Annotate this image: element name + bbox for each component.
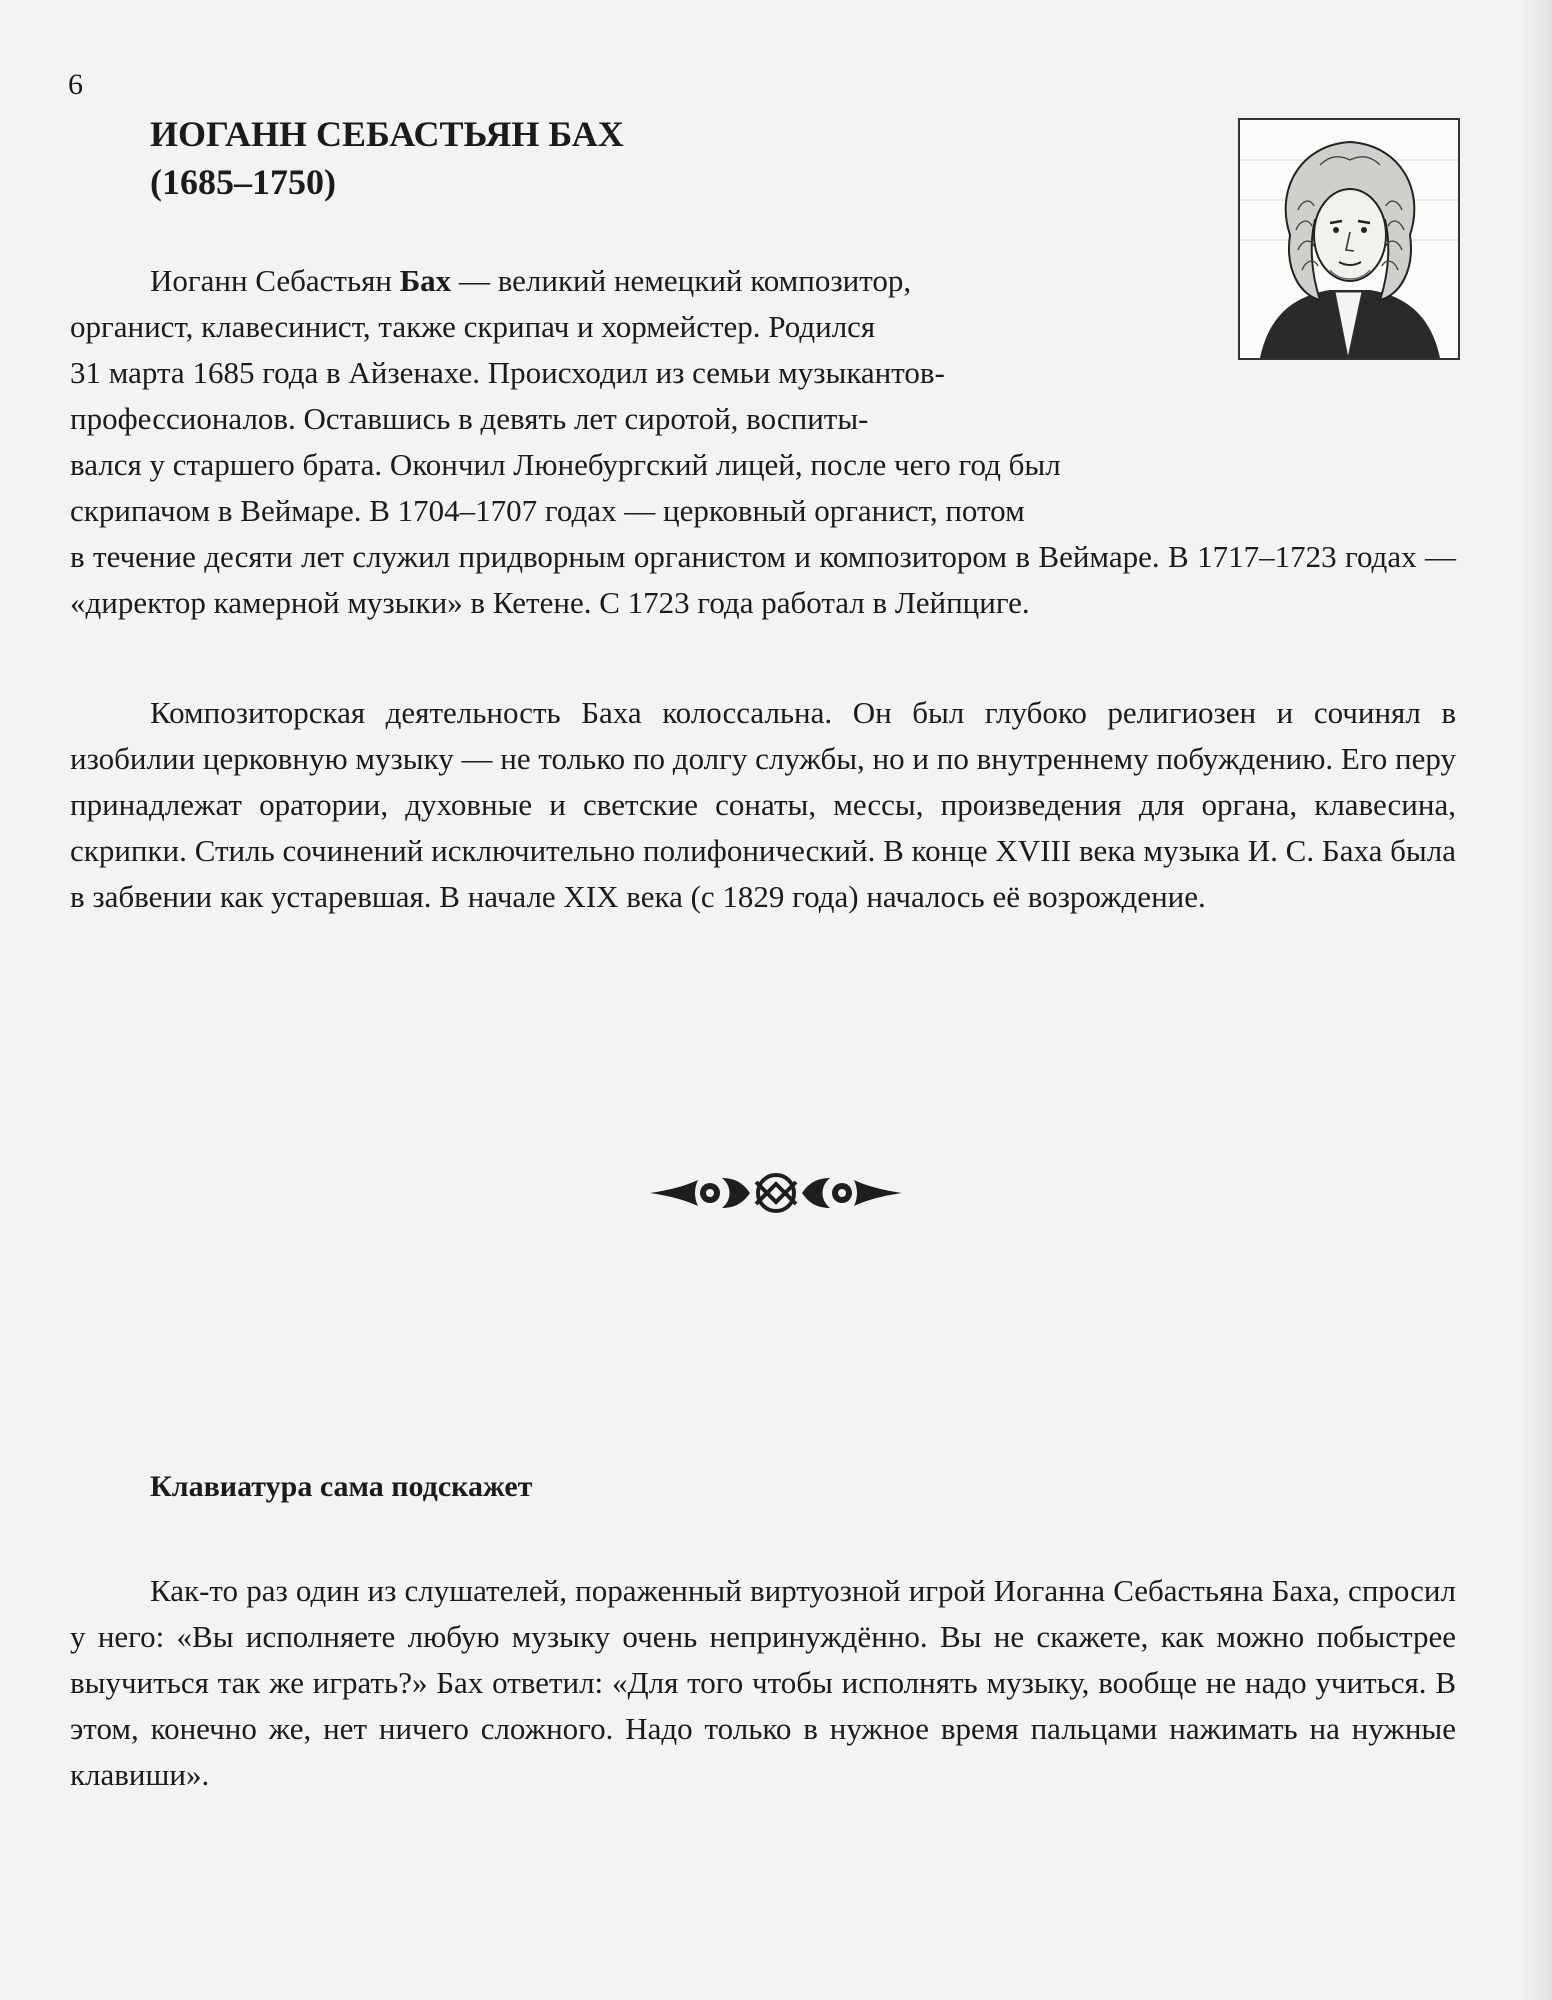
page-edge-shadow xyxy=(1522,0,1552,2000)
title-name: ИОГАНН СЕБАСТЬЯН БАХ xyxy=(150,114,624,154)
bio-line-3: 31 марта 1685 года в Айзенахе. Происходил из семьи музыкантов- xyxy=(70,355,945,390)
anecdote-text: Как-то раз один из слушателей, пораженный виртуозной игрой Иоганна Себастьяна Баха, спросил у него: «Вы исполняете любую музыку очень непринуждённо. Вы не скажете, как можно побыстрее выучиться так же играть?» Бах ответил: «Для того чтобы исполнять музыку, вообще не надо учиться. В этом, конечно же, нет ничего сложного. Надо только в нужное время пальцами нажимать на нужные клавиши». xyxy=(70,1573,1456,1792)
bio-line-5: вался у старшего брата. Окончил Люнебургский лицей, после чего год был xyxy=(70,447,1061,482)
decorative-divider-icon xyxy=(650,1168,902,1218)
bio-line-2: органист, клавесинист, также скрипач и хормейстер. Родился xyxy=(70,309,876,344)
page-number: 6 xyxy=(68,68,83,101)
anecdote-paragraph xyxy=(70,1568,1456,1798)
works-text: Композиторская деятельность Баха колоссальна. Он был глубоко религиозен и сочинял в изобилии церковную музыку — не только по долгу службы, но и по внутреннему побуждению. Его перу принадлежат оратории, духовные и светские сонаты, мессы, произведения для органа, клавесина, скрипки. Стиль сочинений исключительно полифонический. В конце XVIII века музыка И. С. Баха была в забвении как устаревшая. В начале XIX века (с 1829 года) началось её возрождение. xyxy=(70,695,1456,914)
bio-line-6: скрипачом в Веймаре. В 1704–1707 годах — церковный органист, потом xyxy=(70,493,1025,528)
ornament-divider xyxy=(650,1168,902,1218)
title-years: (1685–1750) xyxy=(150,162,336,202)
bio-line-7: в течение десяти лет служил придворным органистом и композитором в Веймаре. В 1717–1723 годах — «директор камерной музыки» в Кетене. С 1723 года работал в Лейпциге. xyxy=(70,539,1456,620)
article-title xyxy=(150,110,850,206)
bio-line-4: профессионалов. Оставшись в девять лет сиротой, воспиты- xyxy=(70,401,869,436)
bio-line-1-post: — великий немецкий композитор, xyxy=(451,263,912,298)
anecdote-heading: Клавиатура сама подскажет xyxy=(150,1470,533,1503)
biography-paragraph xyxy=(70,258,1456,626)
works-paragraph xyxy=(70,690,1456,920)
bio-bold-surname: Бах xyxy=(399,263,452,298)
bio-line-1-pre: Иоганн Себастьян xyxy=(150,263,400,298)
